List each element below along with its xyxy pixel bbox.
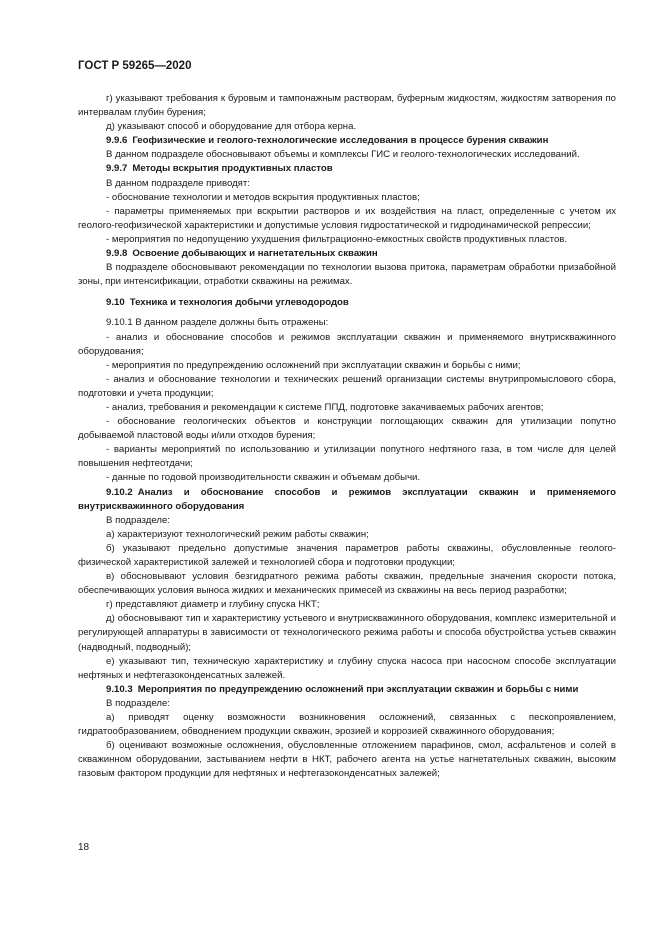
- heading-title: Мероприятия по предупреждению осложнений при эксплуатации скважин и борьбы с ними: [137, 683, 579, 695]
- heading-title: Методы вскрытия продуктивных пластов: [132, 163, 333, 175]
- list-item: в) обосновывают условия безгидратного режима работы скважин, предельные значения скорости потока, обеспечивающих условия выноса жидких и механических примесей из скважины на весь период разработки;: [78, 571, 616, 597]
- heading-number: 9.10.2: [106, 486, 133, 498]
- list-item: а) характеризуют технологический режим работы скважин;: [106, 528, 369, 540]
- heading-title: Техника и технология добычи углеводородов: [129, 297, 349, 309]
- heading-number: 9.9.6: [106, 135, 128, 147]
- list-item: - анализ, требования и рекомендации к системе ППД, подготовке закачиваемых рабочих агентов;: [106, 401, 544, 413]
- list-item: - варианты мероприятий по использованию и утилизации попутного нефтяного газа, в том числе для целей повышения нефтеотдачи;: [78, 444, 616, 470]
- heading-9-9-7: [78, 162, 616, 176]
- heading-9-10: [78, 296, 616, 310]
- list-item: - мероприятия по предупреждению осложнений при эксплуатации скважин и борьбы с ними;: [106, 359, 521, 371]
- heading-title: Геофизические и геолого-технологические исследования в процессе бурения скважин: [132, 135, 549, 147]
- document-header-code: ГОСТ Р 59265—2020: [78, 60, 192, 72]
- paragraph-list-g: г) указывают требования к буровым и тампонажным растворам, буферным жидкостям, жидкостям затворения по интервалам глубин бурения;: [78, 93, 616, 119]
- list-item: б) оценивают возможные осложнения, обусловленные отложением парафинов, смол, асфальтенов и солей в скважинном оборудовании, застыванием нефти в НКТ, рабочего агента на устье нагнетательных скважин, высоким газовым фактором продукции для нефтяных и нефтегазоконденсатных залежей;: [78, 740, 616, 780]
- heading-9-9-8: [78, 247, 616, 261]
- list-item: - мероприятия по недопущению ухудшения фильтрационно-емкостных свойств продуктивных пластов.: [106, 233, 568, 245]
- heading-9-10-2: [78, 486, 616, 514]
- heading-number: 9.10: [106, 297, 125, 309]
- paragraph: В подразделе обосновывают рекомендации по технологии вызова притока, параметрам обработки призабойной зоны, при интенсификации, отработки скважины на режимах.: [78, 262, 616, 288]
- heading-number: 9.9.7: [106, 163, 128, 175]
- document-body: [78, 92, 616, 782]
- list-item: б) указывают предельно допустимые значения параметров работы скважины, обусловленные геолого-физической характеристикой залежей и технологией сбора и подготовки продукции;: [78, 542, 616, 568]
- heading-number: 9.10.3: [106, 683, 133, 695]
- list-item: г) представляют диаметр и глубину спуска НКТ;: [106, 599, 320, 611]
- heading-9-10-3: [78, 683, 616, 697]
- list-item: - обоснование технологии и методов вскрытия продуктивных пластов;: [106, 191, 420, 203]
- paragraph: В подразделе:: [106, 697, 170, 709]
- heading-title: Анализ и обоснование способов и режимов эксплуатации скважин и применяемого внутрискважинного оборудования: [78, 486, 616, 512]
- list-item: - анализ и обоснование технологии и технических решений организации системы внутрипромыслового сбора, подготовки и учета продукции;: [78, 373, 616, 399]
- paragraph: В подразделе:: [106, 514, 170, 526]
- list-item: - параметры применяемых при вскрытии растворов и их воздействия на пласт, определенные с учетом их геолого-геофизической характеристики и допустимые условия гидростатической и гидродинамической репрессии;: [78, 205, 616, 231]
- paragraph: В данном подразделе приводят:: [106, 177, 250, 189]
- paragraph-9-10-1: 9.10.1 В данном разделе должны быть отражены:: [106, 317, 329, 329]
- paragraph-list-d: д) указывают способ и оборудование для отбора керна.: [106, 121, 357, 133]
- list-item: д) обосновывают тип и характеристику устьевого и внутрискважинного оборудования, комплекс измерительной и регулирующей аппаратуры в зависимости от технологического режима работы и способа обустройства устьев скважин (надводный, подводный);: [78, 613, 616, 653]
- heading-9-9-6: [78, 134, 616, 148]
- list-item: а) приводят оценку возможности возникновения осложнений, связанных с пескопроявлением, гидратообразованием, обводнением продукции скважин, эрозией и коррозией скважинного оборудования;: [78, 712, 616, 738]
- list-item: - анализ и обоснование способов и режимов эксплуатации скважин и применяемого внутрискважинного оборудования;: [78, 331, 616, 357]
- list-item: - данные по годовой производительности скважин и объемам добычи.: [106, 472, 421, 484]
- list-item: е) указывают тип, техническую характеристику и глубину спуска насоса при насосном способе эксплуатации нефтяных и нефтегазоконденсатных залежей.: [78, 655, 616, 681]
- page-number: 18: [78, 842, 90, 853]
- list-item: - обоснование геологических объектов и конструкции поглощающих скважин для утилизации попутно добываемой пластовой воды и/или отходов бурения;: [78, 416, 616, 442]
- heading-title: Освоение добывающих и нагнетательных скважин: [132, 248, 378, 260]
- heading-number: 9.9.8: [106, 248, 128, 260]
- paragraph: В данном подразделе обосновывают объемы и комплексы ГИС и геолого-технологических исследований.: [106, 149, 580, 161]
